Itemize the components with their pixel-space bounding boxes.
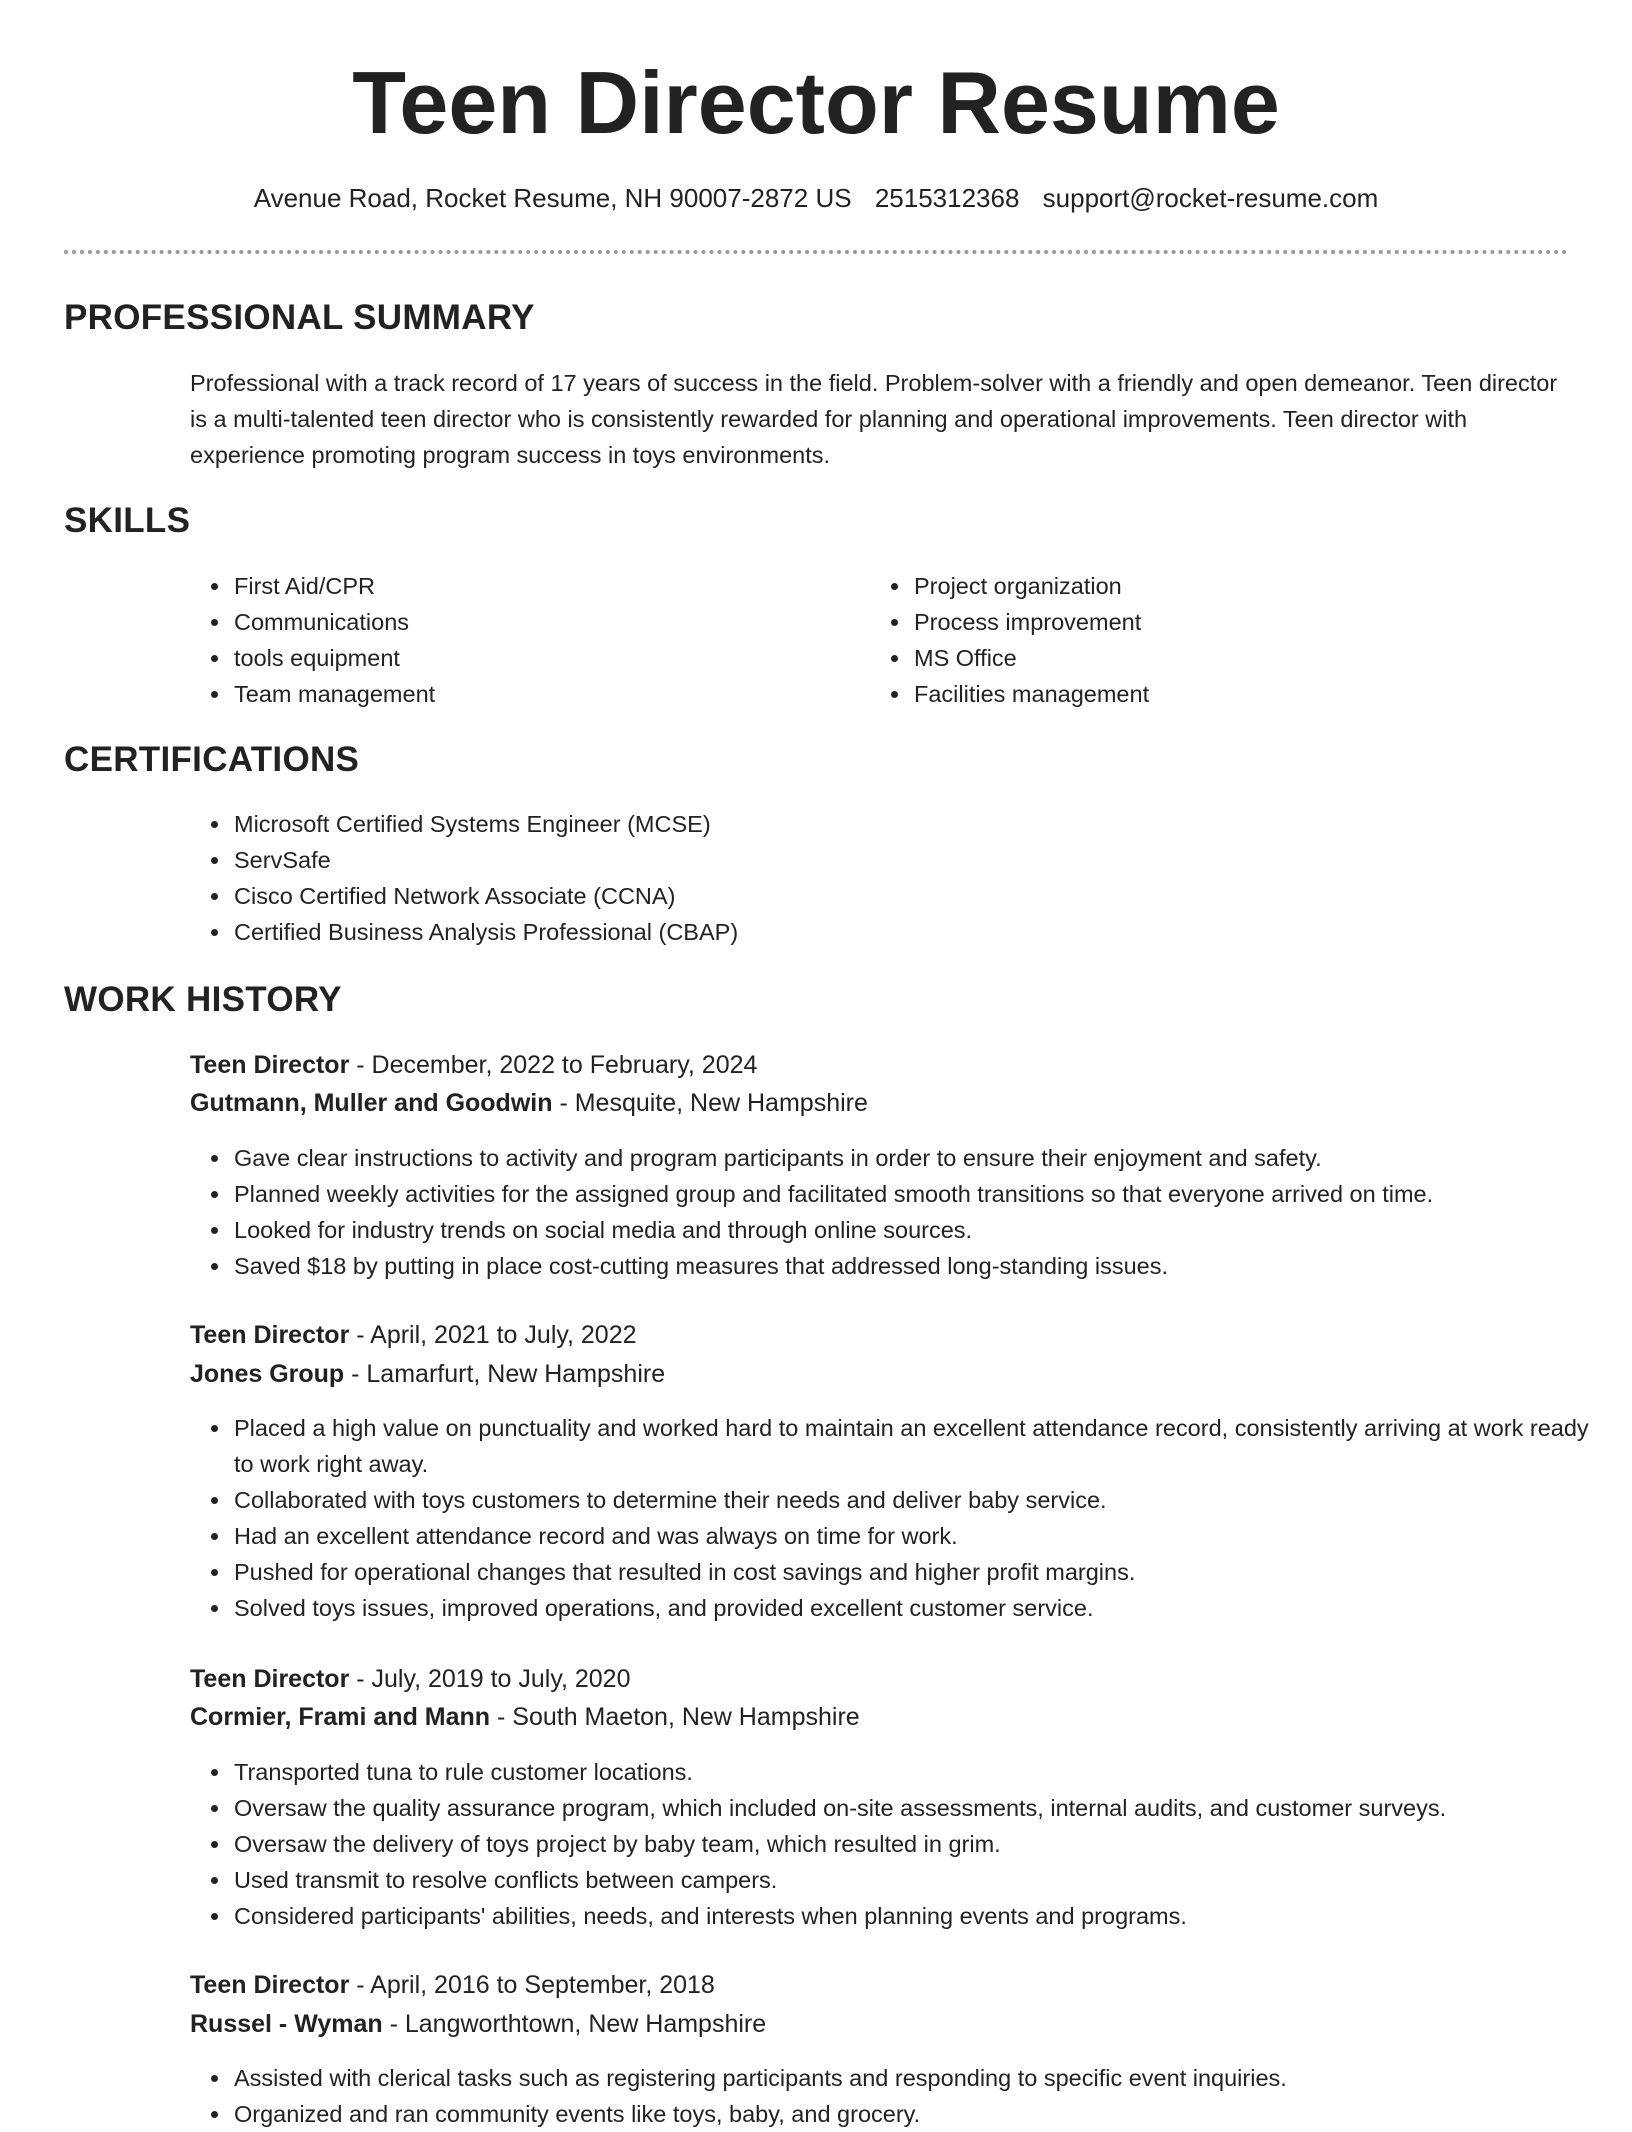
skills-heading: SKILLS	[64, 501, 191, 540]
job-bullet: • Looked for industry trends on social media and through online sources.	[232, 1212, 1602, 1248]
job-company-line	[190, 1355, 665, 1393]
contact-phone: 2515312368	[874, 183, 1020, 213]
job-bullet: • Considered participants' abilities, needs, and interests when planning events and programs.	[232, 1898, 1602, 1934]
job-dates: - July, 2019 to July, 2020	[349, 1665, 631, 1693]
job-title: Teen Director	[190, 1051, 350, 1079]
job-dates: - April, 2016 to September, 2018	[349, 1971, 715, 1999]
job-bullets	[190, 1754, 1602, 1934]
job-company: Jones Group	[190, 1360, 345, 1388]
job-bullet: • Organized and ran community events like toys, baby, and grocery.	[232, 2096, 1602, 2132]
skill-item: • Team management	[232, 676, 792, 712]
job-bullet: • Assisted with clerical tasks such as registering participants and responding to specific event inquiries.	[232, 2060, 1602, 2096]
job-title: Teen Director	[190, 1971, 350, 1999]
certification-item: • Cisco Certified Network Associate (CCNA)	[232, 878, 1532, 914]
job-location: - South Maeton, New Hampshire	[490, 1703, 860, 1731]
header-divider	[64, 250, 1568, 254]
skill-item: • Process improvement	[912, 604, 1512, 640]
skill-item: • MS Office	[912, 640, 1512, 676]
job-company-line	[190, 1084, 868, 1122]
skill-item: • tools equipment	[232, 640, 792, 676]
job-title-line	[190, 1046, 757, 1084]
job-title-line	[190, 1966, 715, 2004]
job-bullet: • Transported tuna to rule customer locations.	[232, 1754, 1602, 1790]
skill-item: • Communications	[232, 604, 792, 640]
job-title-line	[190, 1660, 631, 1698]
job-company-line	[190, 1698, 860, 1736]
contact-email: support@rocket-resume.com	[1042, 183, 1379, 213]
job-bullet: • Pushed for operational changes that resulted in cost savings and higher profit margins.	[232, 1554, 1602, 1590]
work-history-heading: WORK HISTORY	[64, 980, 342, 1019]
certifications-list	[190, 806, 1532, 950]
job-company: Russel - Wyman	[190, 2010, 383, 2038]
job-bullet: • Oversaw the quality assurance program, which included on-site assessments, internal audits, and customer surveys.	[232, 1790, 1602, 1826]
certification-item: • Microsoft Certified Systems Engineer (MCSE)	[232, 806, 1532, 842]
skill-item: • Facilities management	[912, 676, 1512, 712]
job-bullet: • Oversaw the delivery of toys project by baby team, which resulted in grim.	[232, 1826, 1602, 1862]
job-bullet: • Collaborated with toys customers to determine their needs and deliver baby service.	[232, 1482, 1602, 1518]
job-title: Teen Director	[190, 1321, 350, 1349]
job-title-line	[190, 1316, 637, 1354]
certifications-heading: CERTIFICATIONS	[64, 740, 360, 779]
job-dates: - December, 2022 to February, 2024	[349, 1051, 758, 1079]
summary-heading: PROFESSIONAL SUMMARY	[64, 298, 535, 337]
job-bullets	[190, 1140, 1602, 1284]
job-company-line	[190, 2005, 766, 2043]
skill-item: • First Aid/CPR	[232, 568, 792, 604]
job-location: - Mesquite, New Hampshire	[552, 1089, 868, 1117]
job-title: Teen Director	[190, 1665, 350, 1693]
skill-item: • Project organization	[912, 568, 1512, 604]
resume-title: Teen Director Resume	[352, 53, 1280, 152]
certification-item: • Certified Business Analysis Professional (CBAP)	[232, 914, 1532, 950]
job-bullet: • Placed a high value on punctuality and worked hard to maintain an excellent attendance record, consistently arriving at work ready to work right away.	[232, 1410, 1602, 1482]
job-dates: - April, 2021 to July, 2022	[349, 1321, 637, 1349]
contact-line	[0, 180, 1632, 216]
contact-address: Avenue Road, Rocket Resume, NH 90007-2872 US	[253, 183, 852, 213]
job-company: Gutmann, Muller and Goodwin	[190, 1089, 553, 1117]
skills-list-right	[870, 568, 1512, 712]
job-bullets	[190, 1410, 1602, 1626]
summary-text: Professional with a track record of 17 years of success in the field. Problem-solver with a friendly and open demeanor. Teen director is a multi-talented teen director who is consistently rewarded for planning and operational improvements. Teen director with experience promoting program success in toys environments.	[190, 370, 1558, 468]
job-location: - Lamarfurt, New Hampshire	[344, 1360, 666, 1388]
certification-item: • ServSafe	[232, 842, 1532, 878]
job-bullet: • Solved toys issues, improved operations, and provided excellent customer service.	[232, 1590, 1602, 1626]
job-location: - Langworthtown, New Hampshire	[382, 2010, 767, 2038]
job-bullets	[190, 2060, 1602, 2132]
job-bullet: • Used transmit to resolve conflicts between campers.	[232, 1862, 1602, 1898]
job-bullet: • Gave clear instructions to activity and program participants in order to ensure their enjoyment and safety.	[232, 1140, 1602, 1176]
job-company: Cormier, Frami and Mann	[190, 1703, 491, 1731]
skills-list-left	[190, 568, 792, 712]
job-bullet: • Saved $18 by putting in place cost-cutting measures that addressed long-standing issues.	[232, 1248, 1602, 1284]
job-bullet: • Planned weekly activities for the assigned group and facilitated smooth transitions so that everyone arrived on time.	[232, 1176, 1602, 1212]
job-bullet: • Had an excellent attendance record and was always on time for work.	[232, 1518, 1602, 1554]
